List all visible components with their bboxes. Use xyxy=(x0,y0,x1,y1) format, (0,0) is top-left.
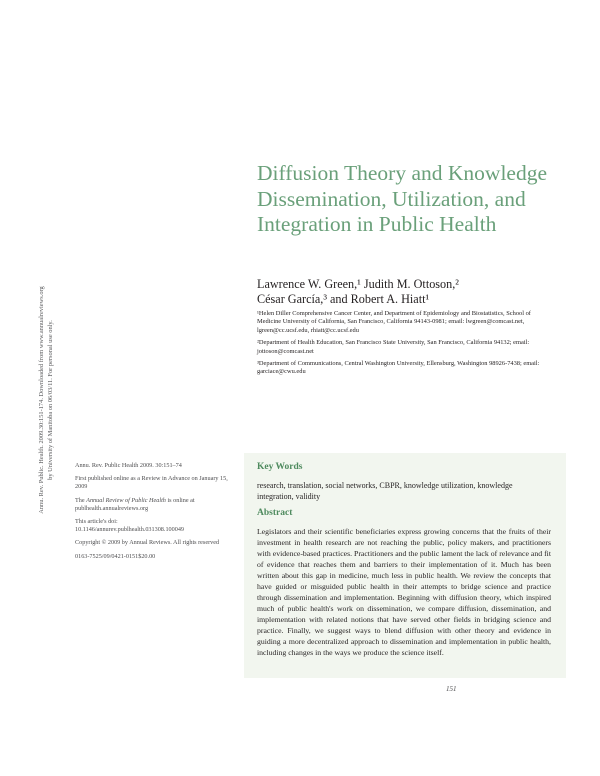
abstract-text: Legislators and their scientific beneficiaries express growing concerns that the fruits of their investment in health research are not reaching the public, policy makers, and practitioners with evidence-based practices. Practitioners and the public lament the lack of relevance and fit of evidence that reaches them and barriers to their implementation of it. Much has been written about this gap in medicine, much less in public health. We review the concepts that have guided or misguided public health in their attempts to bridge science and practice through dissemination and implementation. Beginning with diffusion theory, which inspired much of public health's work on dissemination, we compare diffusion, dissemination, and implementation with related notions that have served other fields in bridging science and practice. Finally, we suggest ways to blend diffusion with other theory and evidence in guiding a more decentralized approach to dissemination and implementation in public health, including changes in the ways we produce the science itself. xyxy=(257,527,551,657)
doi-link[interactable]: 10.1146/annurev.publhealth.031308.100049 xyxy=(75,526,185,534)
keywords-text: research, translation, social networks, CBPR, knowledge utilization, knowledge integration, validity xyxy=(257,481,513,501)
doi-label: This article's doi: xyxy=(75,518,118,526)
issn-note: 0163-7525/09/0421-0151$20.00 xyxy=(75,552,156,560)
keywords-heading: Key Words xyxy=(257,462,303,472)
download-watermark xyxy=(37,250,55,550)
online-note xyxy=(75,497,235,513)
affiliation-1: ¹Helen Diller Comprehensive Cancer Center, and Department of Epidemiology and Biostatistics, School of Medicine University of California, San Francisco, California 94143-0981; email: lwgreen@comcast.net, lgreen@cc.ucsf.edu, rhiatt@cc.ucsf.edu xyxy=(257,310,531,334)
online-note-pre: The xyxy=(75,496,87,504)
page-number: 151 xyxy=(446,685,457,693)
download-line-1: Annu. Rev. Public. Health. 2009.30:151-174. Downloaded from www.annualreviews.org xyxy=(38,286,45,514)
doi-note xyxy=(75,518,235,534)
journal-citation: Annu. Rev. Public Health 2009. 30:151–74 xyxy=(75,462,182,469)
journal-name: Annual Review of Public Health xyxy=(86,496,166,504)
first-published-note: First published online as a Review in Advance on January 15, 2009 xyxy=(75,475,228,491)
download-line-2: by University of Manitoba on 06/03/11. For personal use only. xyxy=(47,320,54,480)
affiliation-3: ³Department of Communications, Central Washington University, Ellensburg, Washington 98926-7438; email: garciace@cwu.edu xyxy=(257,360,540,376)
affiliation-2: ²Department of Health Education, San Francisco State University, San Francisco, California 94132; email: jottoson@comcast.net xyxy=(257,339,530,355)
affiliations xyxy=(257,310,547,381)
abstract-heading: Abstract xyxy=(257,508,293,518)
article-title: Diffusion Theory and Knowledge Dissemination, Utilization, and Integration in Public Health xyxy=(257,161,547,236)
copyright-note: Copyright © 2009 by Annual Reviews. All rights reserved xyxy=(75,539,220,547)
authors-line-1: Lawrence W. Green,¹ Judith M. Ottoson,² xyxy=(257,277,459,291)
author-list xyxy=(257,277,557,307)
article-metadata xyxy=(75,462,235,566)
online-note-post: is online at publhealth.annualreviews.org xyxy=(75,496,195,512)
authors-line-2: César García,³ and Robert A. Hiatt¹ xyxy=(257,292,430,306)
